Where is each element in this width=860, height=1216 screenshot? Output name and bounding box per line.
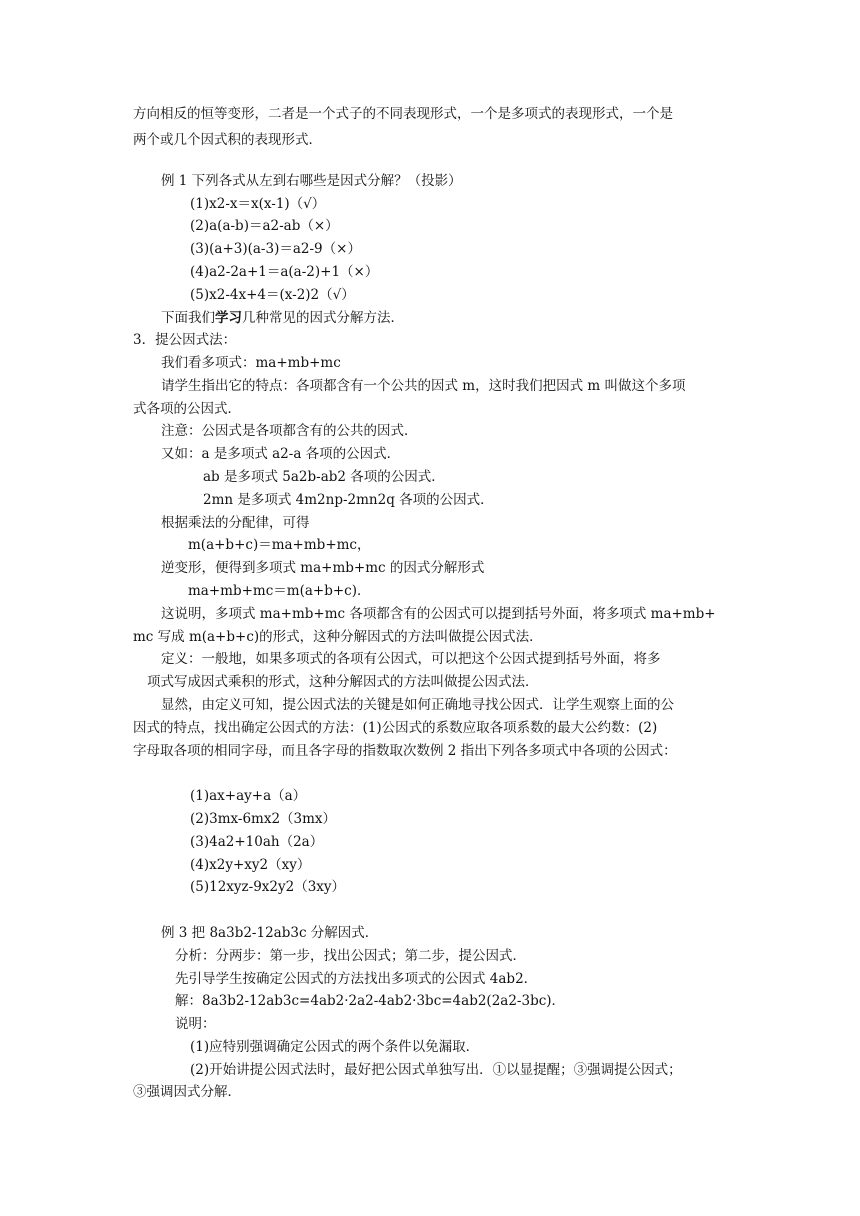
example-2-item: (2)3mx-6mx2（3mx） [190, 811, 337, 827]
next-methods-bold: 学习 [215, 310, 242, 326]
definition-line-1: 定义：一般地，如果多项式的各项有公因式，可以把这个公因式提到括号外面，将多 [161, 651, 661, 667]
explanation-label: 说明： [175, 1016, 216, 1032]
point-2-line-1: (2)开始讲提公因式法时，最好把公因式单独写出．①以显提醒；③强调提公因式； [190, 1062, 682, 1078]
next-methods-suffix: 几种常见的因式分解方法． [242, 310, 404, 326]
point-2-line-2: ③强调因式分解． [133, 1084, 241, 1100]
next-methods-prefix: 下面我们 [161, 310, 215, 326]
explain-line-2: mc 写成 m(a+b+c)的形式，这种分解因式的方法叫做提公因式法． [133, 629, 543, 645]
obvious-line-1: 显然，由定义可知，提公因式法的关键是如何正确地寻找公因式．让学生观察上面的公 [161, 697, 674, 713]
polynomial-look: 我们看多项式：ma+mb+mc [161, 355, 341, 371]
intro-line-1: 方向相反的恒等变形，二者是一个式子的不同表现形式，一个是多项式的表现形式，一个是 [133, 106, 673, 122]
explain-line-1: 这说明，多项式 ma+mb+mc 各项都含有的公因式可以提到括号外面，将多项式 ma+mb+ [161, 606, 716, 622]
example-1-item: (2)a(a-b)＝a2-ab（×） [190, 218, 339, 234]
equation-1: m(a+b+c)＝ma+mb+mc， [188, 537, 371, 553]
equation-2: ma+mb+mc＝m(a+b+c)． [188, 583, 371, 599]
point-1: (1)应特别强调确定公因式的两个条件以免漏取． [190, 1039, 480, 1055]
example-2-item: (1)ax+ay+a（a） [190, 788, 307, 804]
also-line-1: 又如：a 是多项式 a2-a 各项的公因式． [161, 446, 401, 462]
also-line-2: ab 是多项式 5a2b-ab2 各项的公因式． [203, 469, 445, 485]
example-2-item: (4)x2y+xy2（xy） [190, 857, 311, 873]
solution-line: 解：8a3b2-12ab3c=4ab2·2a2-4ab2·3bc=4ab2(2a2-3bc)． [175, 993, 566, 1009]
example-1-title: 例 1 下列各式从左到右哪些是因式分解？（投影） [161, 173, 462, 189]
next-methods-line [161, 309, 404, 327]
example-1-item: (5)x2-4x+4＝(x-2)2（√） [190, 287, 355, 303]
example-1-item: (4)a2-2a+1＝a(a-2)+1（×） [190, 264, 379, 280]
feature-line-2: 式各项的公因式． [133, 401, 241, 417]
example-1-item: (3)(a+3)(a-3)＝a2-9（×） [190, 241, 361, 257]
example-2-item: (3)4a2+10ah（2a） [190, 834, 324, 850]
also-line-3: 2mn 是多项式 4m2np-2mn2q 各项的公因式． [203, 492, 494, 508]
example-1-item: (1)x2-x＝x(x-1)（√） [190, 196, 326, 212]
analysis-line: 分析：分两步：第一步，找出公因式；第二步，提公因式． [175, 948, 526, 964]
intro-line-2: 两个或几个因式积的表现形式． [133, 132, 322, 148]
note-line: 注意：公因式是各项都含有的公共的因式． [161, 423, 418, 439]
example-2-item: (5)12xyz-9x2y2（3xy） [190, 879, 346, 895]
obvious-line-3: 字母取各项的相同字母，而且各字母的指数取次数例 2 指出下列各多项式中各项的公因式： [133, 743, 677, 759]
obvious-line-2: 因式的特点，找出确定公因式的方法：(1)公因式的系数应取各项系数的最大公约数：(2) [133, 720, 658, 736]
definition-line-2: 项式写成因式乘积的形式，这种分解因式的方法叫做提公因式法． [147, 674, 539, 690]
feature-line-1: 请学生指出它的特点：各项都含有一个公共的因式 m，这时我们把因式 m 叫做这个多项 [161, 378, 686, 394]
distributive-line: 根据乘法的分配律，可得 [161, 515, 310, 531]
section-3-heading: 3．提公因式法： [133, 332, 237, 348]
guide-line: 先引导学生按确定公因式的方法找出多项式的公因式 4ab2． [175, 971, 538, 987]
reverse-line: 逆变形，便得到多项式 ma+mb+mc 的因式分解形式 [161, 560, 485, 576]
example-3-title: 例 3 把 8a3b2-12ab3c 分解因式． [161, 925, 379, 941]
